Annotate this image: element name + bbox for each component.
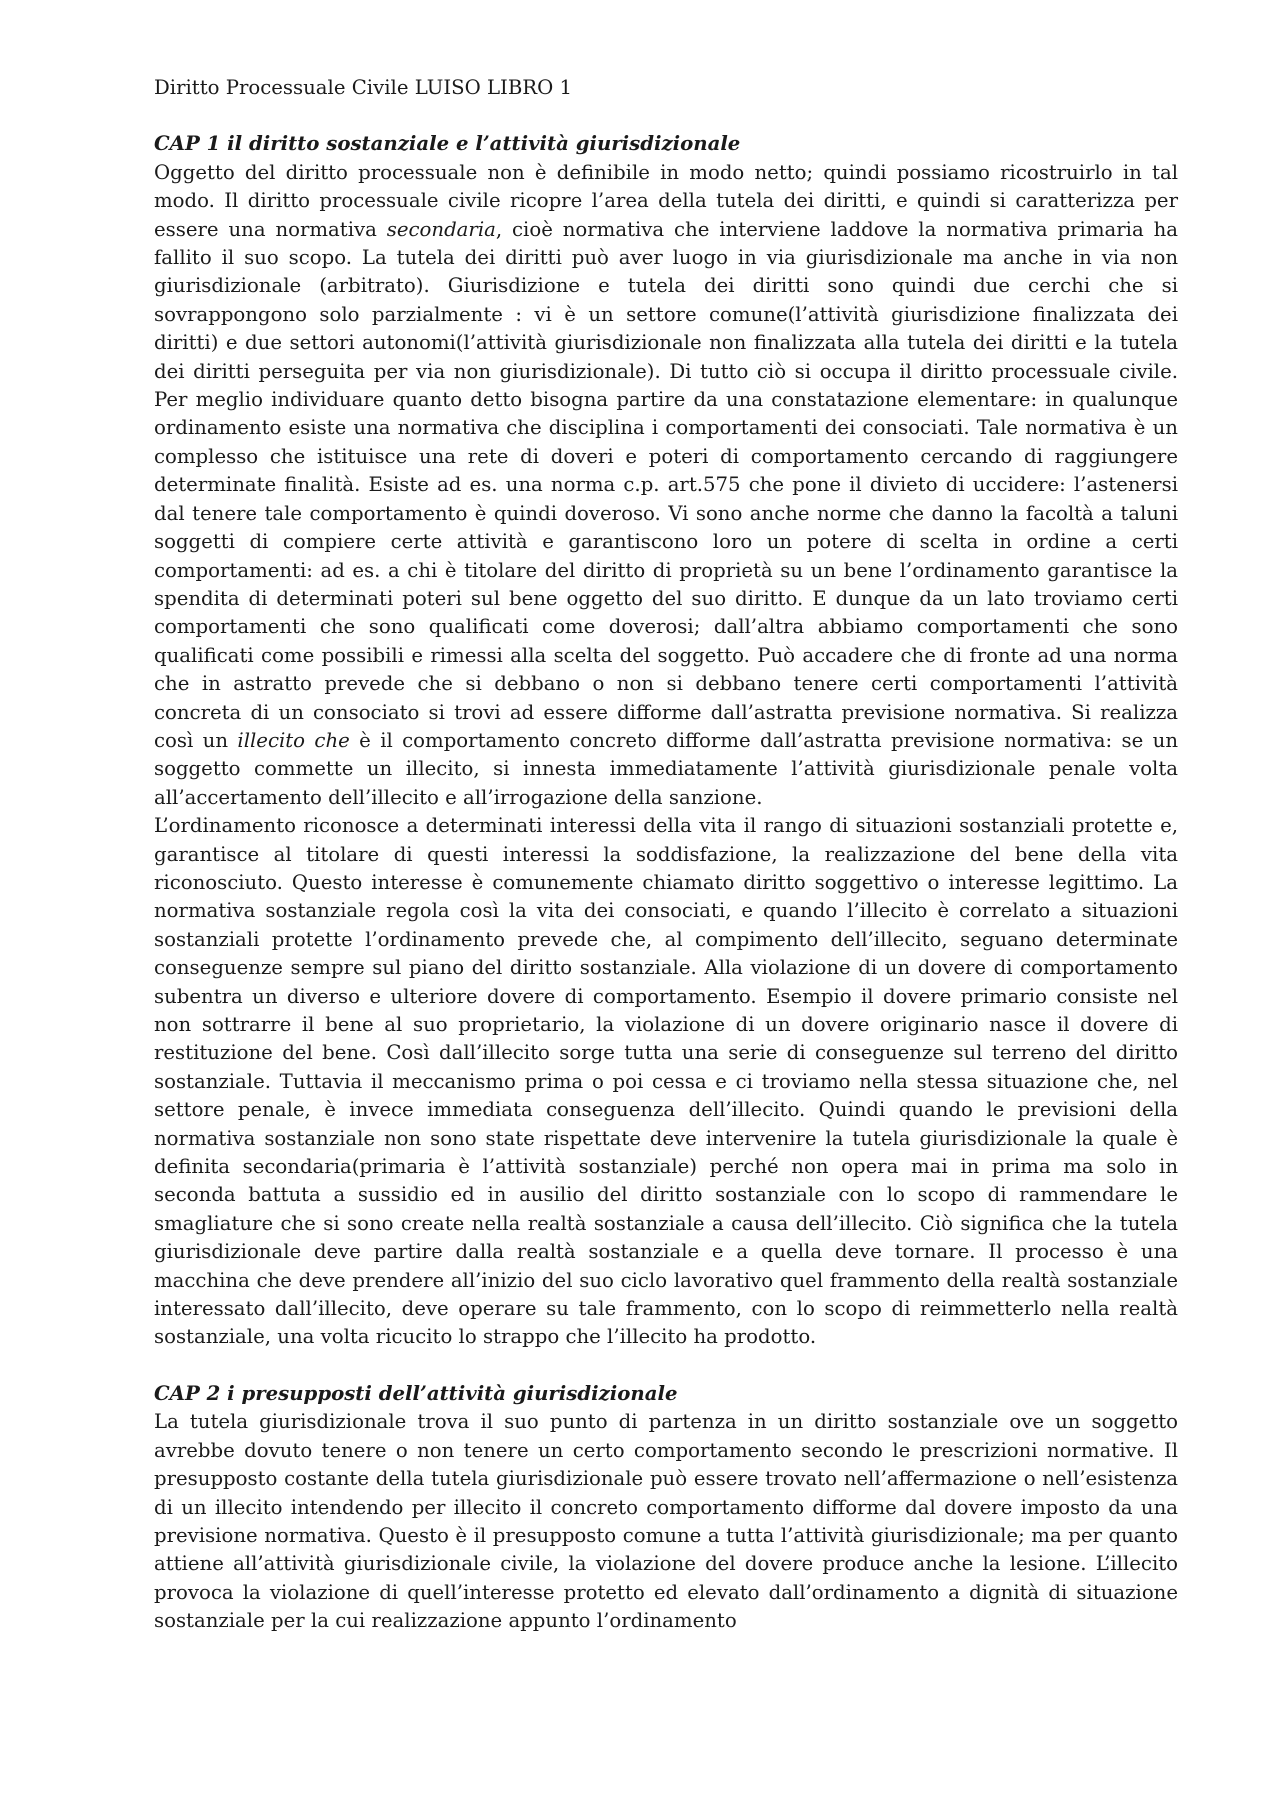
emphasis-secondaria: secondaria xyxy=(386,217,496,241)
document-page xyxy=(154,74,1178,1636)
emphasis-illecito: illecito che xyxy=(237,728,350,752)
text-run: , cioè normativa che interviene laddove la normativa primaria ha fallito il suo scopo. La tutela dei diritti può aver luogo in via giurisdizionale ma anche in via non giurisdizionale (arbitrato). Giurisdizione e tutela dei diritti sono quindi due cerchi che si sovrappongono solo parzialmente : vi è un settore comune(l’attività giurisdizione finalizzata dei diritti) e due settori autonomi(l’attività giurisdizionale non finalizzata alla tutela dei diritti e la tutela dei diritti perseguita per via non giurisdizionale). Di tutto ciò si occupa il diritto processuale civile. Per meglio individuare quanto detto bisogna partire da una constatazione elementare: in qualunque ordinamento esiste una normativa che disciplina i comportamenti dei consociati. Tale normativa è un complesso che istituisce una rete di doveri e poteri di comportamento cercando di raggiungere determinate finalità. Esiste ad es. una norma c.p. art.575 che pone il divieto di uccidere: l’astenersi dal tenere tale comportamento è quindi doveroso. Vi sono anche norme che danno la facoltà a taluni soggetti di compiere certe attività e garantiscono loro un potere di scelta in ordine a certi comportamenti: ad es. a chi è titolare del diritto di proprietà su un bene l’ordinamento garantisce la spendita di determinati poteri sul bene oggetto del suo diritto. E dunque da un lato troviamo certi comportamenti che sono qualificati come doverosi; dall’altra abbiamo comportamenti che sono qualificati come possibili e rimessi alla scelta del soggetto. Può accadere che di fronte ad una norma che in astratto prevede che si debbano o non si debbano tenere certi comportamenti l’attività concreta di un consociato si trovi ad essere difforme dall’astratta previsione normativa. Si realizza così un xyxy=(154,217,1178,752)
section-gap xyxy=(154,1352,1178,1380)
chapter-1-heading: CAP 1 il diritto sostanziale e l’attività giurisdizionale xyxy=(154,132,741,156)
document-title: Diritto Processuale Civile LUISO LIBRO 1 xyxy=(154,76,573,99)
chapter-2-heading: CAP 2 i presupposti dell’attività giurisdizionale xyxy=(154,1381,678,1405)
text-run: Oggetto del diritto processuale non è definibile in modo netto; quindi possiamo ricostruirlo in tal modo. Il diritto processuale civile ricopre l’area della tutela dei diritti, e quindi si caratterizza per essere una normativa xyxy=(154,160,1178,241)
text-run: è il comportamento concreto difforme dall’astratta previsione normativa: se un soggetto commette un illecito, si innesta immediatamente l’attività giurisdizionale penale volta all’accertamento dell’illecito e all’irrogazione della sanzione. xyxy=(154,728,1179,809)
chapter-1-paragraph-1 xyxy=(154,159,1178,812)
chapter-1-paragraph-2: L’ordinamento riconosce a determinati interessi della vita il rango di situazioni sostanziali protette e, garantisce al titolare di questi interessi la soddisfazione, la realizzazione del bene della vita riconosciuto. Questo interesse è comunemente chiamato diritto soggettivo o interesse legittimo. La normativa sostanziale regola così la vita dei consociati, e quando l’illecito è correlato a situazioni sostanziali protette l’ordinamento prevede che, al compimento dell’illecito, seguano determinate conseguenze sempre sul piano del diritto sostanziale. Alla violazione di un dovere di comportamento subentra un diverso e ulteriore dovere di comportamento. Esempio il dovere primario consiste nel non sottrarre il bene al suo proprietario, la violazione di un dovere originario nasce il dovere di restituzione del bene. Così dall’illecito sorge tutta una serie di conseguenze sul terreno del diritto sostanziale. Tuttavia il meccanismo prima o poi cessa e ci troviamo nella stessa situazione che, nel settore penale, è invece immediata conseguenza dell’illecito. Quindi quando le previsioni della normativa sostanziale non sono state rispettate deve intervenire la tutela giurisdizionale la quale è definita secondaria(primaria è l’attività sostanziale) perché non opera mai in prima ma solo in seconda battuta a sussidio ed in ausilio del diritto sostanziale con lo scopo di rammendare le smagliature che si sono create nella realtà sostanziale a causa dell’illecito. Ciò significa che la tutela giurisdizionale deve partire dalla realtà sostanziale e a quella deve tornare. Il processo è una macchina che deve prendere all’inizio del suo ciclo lavorativo quel frammento della realtà sostanziale interessato dall’illecito, deve operare su tale frammento, con lo scopo di reimmetterlo nella realtà sostanziale, una volta ricucito lo strappo che l’illecito ha prodotto. xyxy=(154,814,1178,1349)
chapter-2-paragraph-1: La tutela giurisdizionale trova il suo punto di partenza in un diritto sostanziale ove un soggetto avrebbe dovuto tenere o non tenere un certo comportamento secondo le prescrizioni normative. Il presupposto costante della tutela giurisdizionale può essere trovato nell’affermazione o nell’esistenza di un illecito intendendo per illecito il concreto comportamento difforme dal dovere imposto da una previsione normativa. Questo è il presupposto comune a tutta l’attività giurisdizionale; ma per quanto attiene all’attività giurisdizionale civile, la violazione del dovere produce anche la lesione. L’illecito provoca la violazione di quell’interesse protetto ed elevato dall’ordinamento a dignità di situazione sostanziale per la cui realizzazione appunto l’ordinamento xyxy=(154,1410,1178,1633)
